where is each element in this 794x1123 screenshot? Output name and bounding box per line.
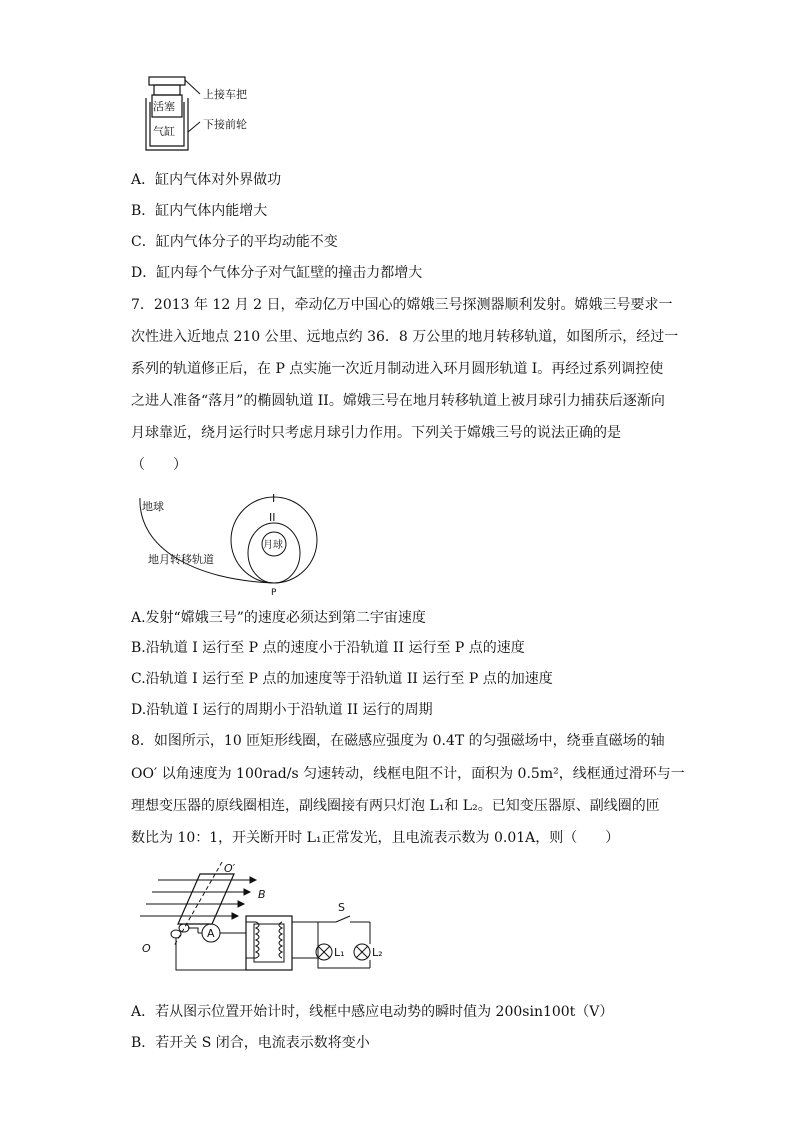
orbit-1-label: I bbox=[272, 492, 276, 505]
transfer-orbit-label: 地月转移轨道 bbox=[148, 553, 214, 566]
moon-label: 月球 bbox=[263, 540, 283, 551]
q7-option-d: D.沿轨道 I 运行的周期小于沿轨道 II 运行的周期 bbox=[131, 702, 433, 718]
q8-line-2: OO′ 以角速度为 100rad/s 匀速转动，线框电阻不计，面积为 0.5m²，线框通过滑环与一 bbox=[131, 766, 685, 782]
field-b-label: B bbox=[258, 888, 266, 901]
q7-option-a: A.发射“嫦娥三号”的速度必须达到第二宇宙速度 bbox=[131, 610, 426, 626]
piston-label: 活塞 bbox=[153, 100, 175, 113]
axis-o-prime-label: O′ bbox=[224, 862, 236, 875]
lower-label: 下接前轮 bbox=[203, 118, 247, 131]
q7-line-1: 7．2013 年 12 月 2 日，牵动亿万中国心的嫦娥三号探测器顺利发射。嫦娥三号要求一 bbox=[131, 297, 673, 313]
point-p-label: P bbox=[271, 588, 277, 596]
q6-option-d: D．缸内每个气体分子对气缸壁的撞击力都增大 bbox=[131, 265, 423, 281]
lamp-l2-label: L₂ bbox=[372, 946, 383, 959]
q6-option-c: C．缸内气体分子的平均动能不变 bbox=[131, 234, 338, 250]
q8-line-3: 理想变压器的原线圈相连，副线圈接有两只灯泡 L₁和 L₂。已知变压器原、副线圈的匝 bbox=[131, 798, 660, 814]
q8-option-b: B．若开关 S 闭合，电流表示数将变小 bbox=[131, 1035, 370, 1051]
q7-line-3: 系列的轨道修正后，在 P 点实施一次近月制动进入环月圆形轨道 I。再经过系列调控使 bbox=[131, 361, 664, 377]
lamp-l1-label: L₁ bbox=[334, 946, 345, 959]
earth-label: 地球 bbox=[142, 500, 164, 513]
q7-option-b: B.沿轨道 I 运行至 P 点的速度小于沿轨道 II 运行至 P 点的速度 bbox=[131, 640, 525, 656]
q8-line-1: 8．如图所示，10 匝矩形线圈，在磁感应强度为 0.4T 的匀强磁场中，绕垂直磁场的轴 bbox=[131, 733, 665, 749]
upper-label: 上接车把 bbox=[203, 88, 247, 101]
orbit-figure bbox=[134, 488, 334, 596]
q7-line-6: （ ） bbox=[131, 457, 187, 473]
q8-option-a: A．若从图示位置开始计时，线框中感应电动势的瞬时值为 200sin100t（V） bbox=[131, 1004, 614, 1020]
cylinder-label: 气缸 bbox=[153, 125, 175, 138]
switch-label: S bbox=[338, 901, 345, 914]
cylinder-figure bbox=[140, 72, 260, 156]
ammeter-label: A bbox=[207, 927, 215, 940]
q6-option-a: A．缸内气体对外界做功 bbox=[131, 172, 282, 188]
q7-line-5: 月球靠近，绕月运行时只考虑月球引力作用。下列关于嫦娥三号的说法正确的是 bbox=[131, 425, 621, 441]
q7-line-4: 之进人准备“落月”的椭圆轨道 II。嫦娥三号在地月转移轨道上被月球引力捕获后逐渐向 bbox=[131, 393, 665, 409]
q6-option-b: B．缸内气体内能增大 bbox=[131, 203, 268, 219]
q8-line-4: 数比为 10：1，开关断开时 L₁正常发光，且电流表示数为 0.01A，则（ ） bbox=[131, 830, 620, 846]
orbit-2-label: II bbox=[269, 511, 276, 524]
q7-option-c: C.沿轨道 I 运行至 P 点的加速度等于沿轨道 II 运行至 P 点的加速度 bbox=[131, 671, 553, 687]
axis-o-label: O bbox=[142, 942, 151, 955]
generator-circuit-figure bbox=[138, 858, 398, 988]
q7-line-2: 次性进入近地点 210 公里、远地点约 36．8 万公里的地月转移轨道，如图所示，经过一 bbox=[131, 329, 679, 345]
